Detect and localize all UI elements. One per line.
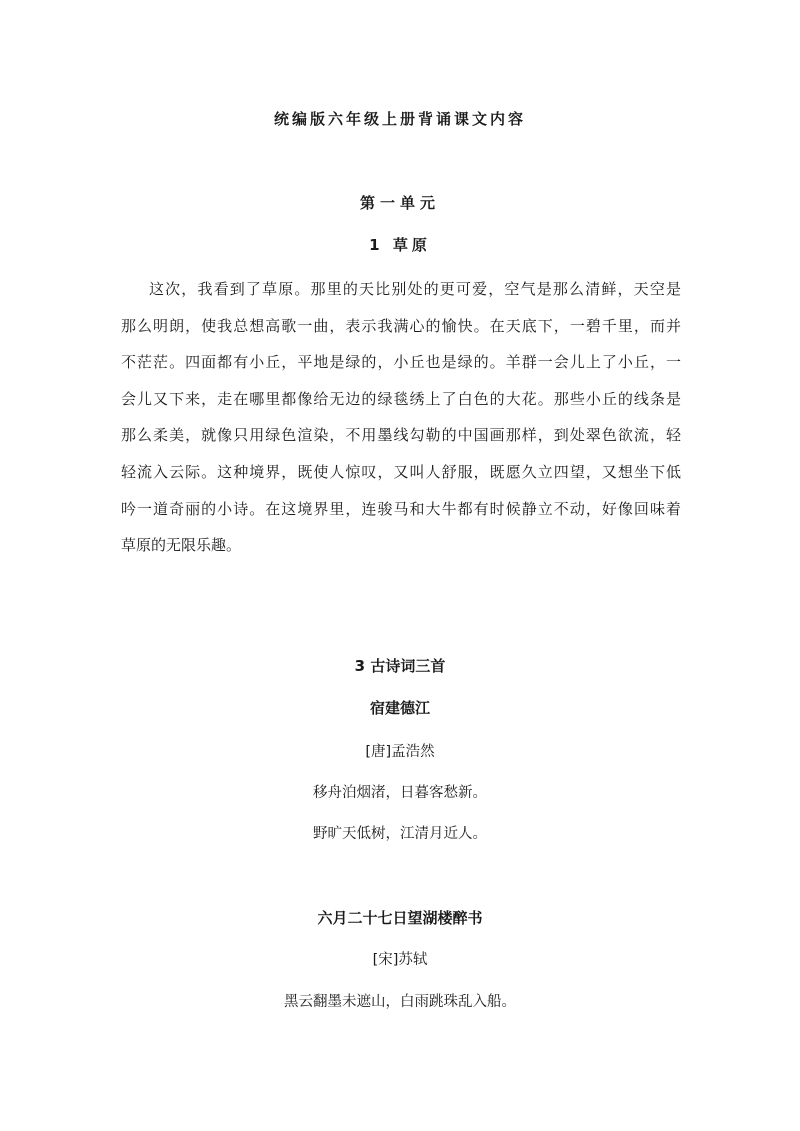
lesson-title-grassland: 1 草原 <box>369 236 431 254</box>
poem-verse: 黑云翻墨未遮山，白雨跳珠乱入船。 <box>284 994 516 1010</box>
unit-title: 第一单元 <box>359 194 440 212</box>
lesson-paragraph-grassland <box>121 271 681 564</box>
poem-verse: 移舟泊烟渚，日暮客愁新。 <box>313 785 487 801</box>
paragraph-line: 不茫茫。四面都有小丘，平地是绿的，小丘也是绿的。羊群一会儿上了小丘，一 <box>121 353 681 372</box>
paragraph-line: 那么柔美，就像只用绿色渲染，不用墨线勾勒的中国画那样，到处翠色欲流，轻 <box>121 426 681 445</box>
section-title-ancient-poems: 3 古诗词三首 <box>354 657 446 675</box>
poem-author: [宋]苏轼 <box>372 952 428 968</box>
poem-title: 六月二十七日望湖楼醉书 <box>317 909 483 927</box>
poem-title: 宿建德江 <box>369 699 430 717</box>
paragraph-line: 吟一道奇丽的小诗。在这境界里，连骏马和大牛都有时候静立不动，好像回味着 <box>121 499 681 518</box>
paragraph-line: 那么明朗，使我总想高歌一曲，表示我满心的愉快。在天底下，一碧千里，而并 <box>121 316 681 335</box>
document-title: 统编版六年级上册背诵课文内容 <box>273 110 526 128</box>
paragraph-line: 草原的无限乐趣。 <box>121 536 242 555</box>
paragraph-line: 轻流入云际。这种境界，既使人惊叹，又叫人舒服，既愿久立四望，又想坐下低 <box>121 462 681 481</box>
poem-verse: 野旷天低树，江清月近人。 <box>313 826 487 842</box>
paragraph-line: 这次，我看到了草原。那里的天比别处的更可爱，空气是那么清鲜，天空是 <box>149 280 681 298</box>
paragraph-line: 会儿又下来，走在哪里都像给无边的绿毯绣上了白色的大花。那些小丘的线条是 <box>121 389 681 408</box>
poem-author: [唐]孟浩然 <box>365 744 435 760</box>
